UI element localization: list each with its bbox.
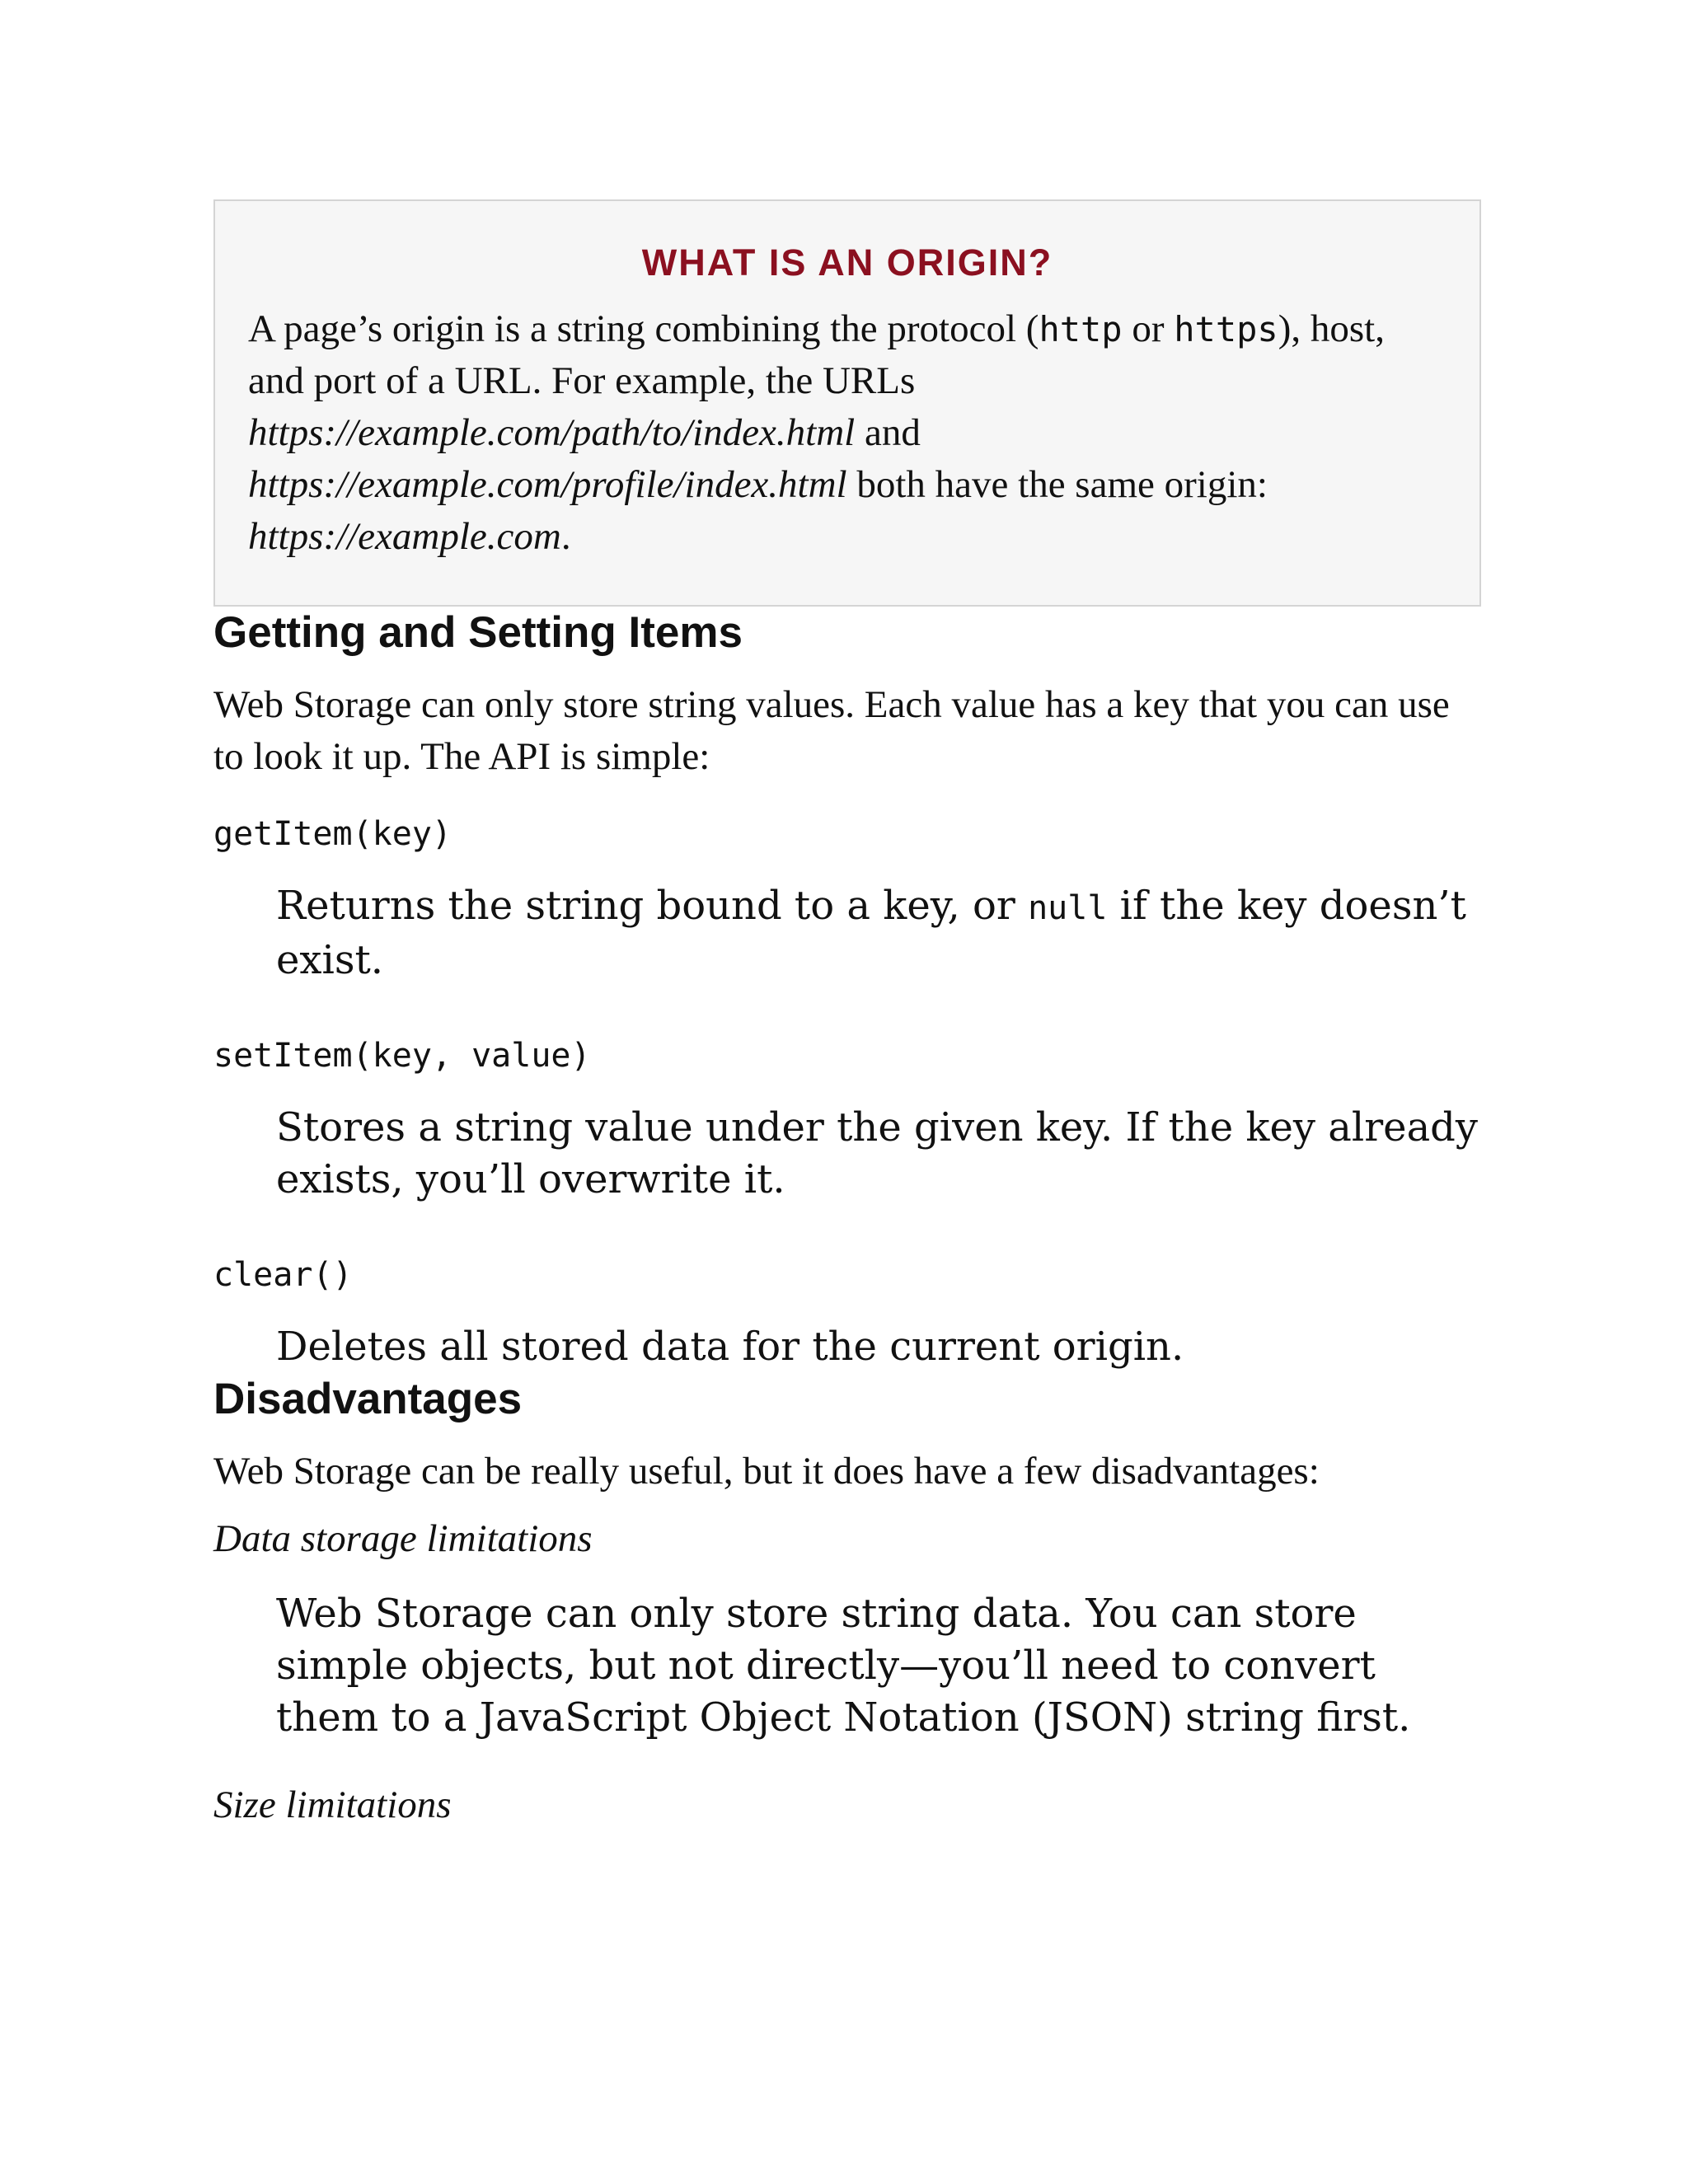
disadvantage-term-data-storage: Data storage limitations: [213, 1517, 593, 1560]
sidebar-text: A page’s origin is a string combining the protocol (: [248, 307, 1039, 350]
page-content: [213, 199, 1481, 1830]
getting-setting-intro: Web Storage can only store string values. Each value has a key that you can use to look it up. The API is simple:: [213, 683, 1450, 778]
sidebar-text: ), host, and port of a URL. For example, the URLs: [248, 307, 1385, 402]
disadvantages-intro: Web Storage can be really useful, but it does have a few disadvantages:: [213, 1450, 1320, 1493]
example-url: https://example.com/path/to/index.html: [248, 411, 856, 454]
api-term-setitem: setItem(key, value): [213, 1037, 591, 1075]
def-text: if the key doesn’t exist.: [276, 883, 1466, 983]
sidebar-title: WHAT IS AN ORIGIN?: [641, 241, 1053, 284]
def-text: Returns the string bound to a key, or: [276, 883, 1029, 929]
api-def-clear: Deletes all stored data for the current origin.: [276, 1324, 1184, 1370]
example-url: https://example.com/profile/index.html: [248, 463, 847, 506]
sidebar-text: both have the same origin:: [846, 463, 1268, 506]
section-heading-disadvantages: Disadvantages: [213, 1375, 523, 1423]
code-null: null: [1028, 889, 1108, 927]
disadvantage-def-data-storage: Web Storage can only store string data. You can store simple objects, but not directly—you’ll need to convert them to a JavaScript Object Notation (JSON) string first.: [276, 1591, 1411, 1741]
code-https: https: [1174, 309, 1278, 349]
sidebar-text: and: [855, 411, 921, 454]
disadvantage-term-size: Size limitations: [213, 1783, 452, 1826]
sidebar-text: .: [560, 515, 571, 558]
api-def-getitem: [276, 880, 1481, 987]
section-heading-getting-setting: Getting and Setting Items: [213, 608, 743, 657]
sidebar-body: [248, 303, 1447, 563]
example-origin: https://example.com: [248, 515, 561, 558]
code-http: http: [1039, 309, 1123, 349]
origin-sidebar: [213, 199, 1481, 607]
sidebar-text: or: [1122, 307, 1175, 350]
api-term-getitem: getItem(key): [213, 815, 452, 853]
api-def-setitem: Stores a string value under the given key. If the key already exists, you’ll overwrite it.: [276, 1104, 1479, 1202]
api-term-clear: clear(): [213, 1256, 353, 1294]
